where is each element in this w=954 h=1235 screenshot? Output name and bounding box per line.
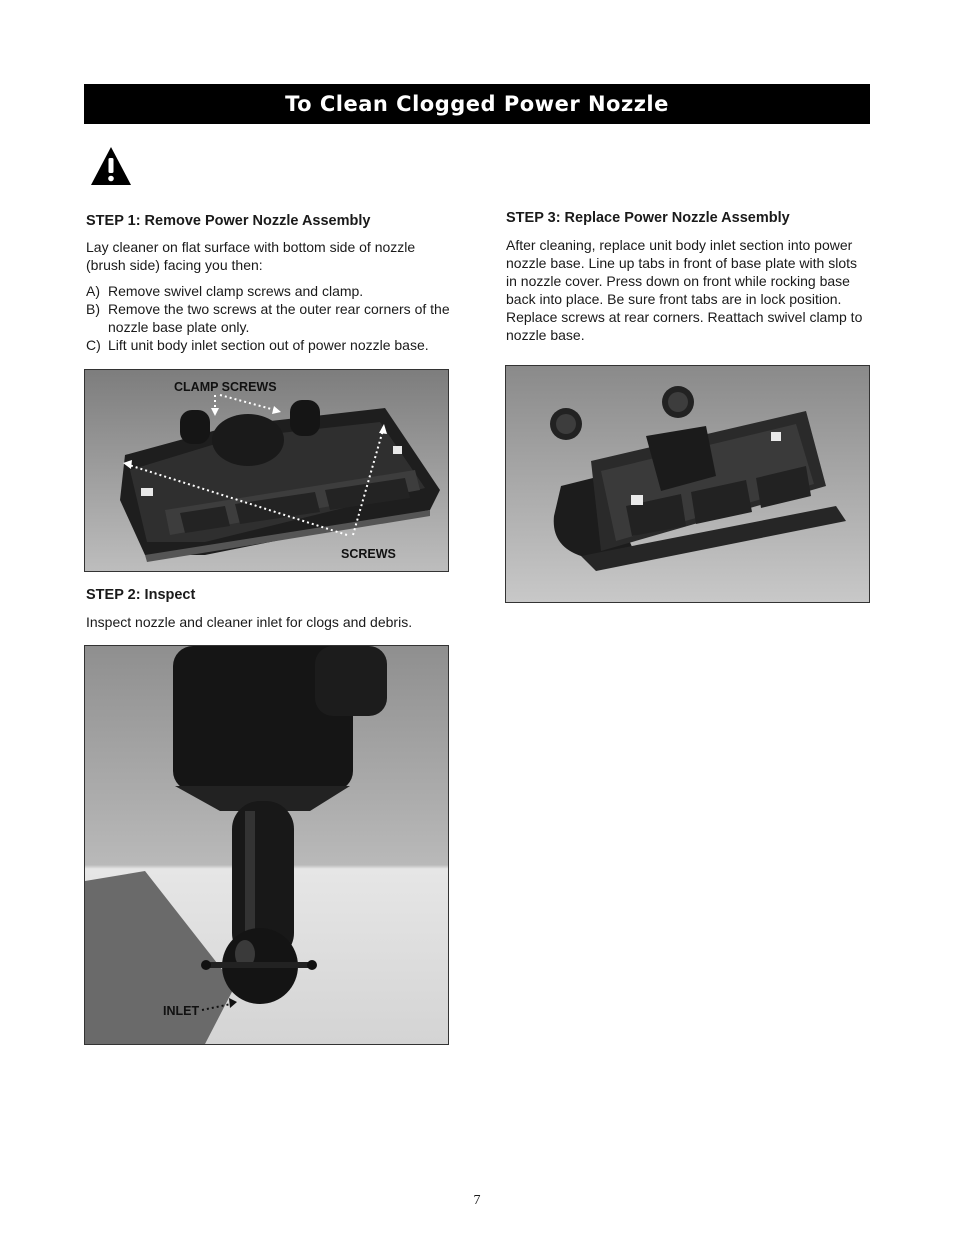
nozzle-reassembly-photo xyxy=(505,365,870,603)
cleaner-inlet-photo xyxy=(84,645,449,1045)
page-title: To Clean Clogged Power Nozzle xyxy=(285,92,669,116)
list-item-line: Lift unit body inlet section out of power nozzle base. xyxy=(108,337,429,353)
page-number: 7 xyxy=(473,1193,481,1208)
step3-line: back into place. Be sure front tabs are in lock position. xyxy=(506,291,842,307)
step3-line: nozzle base. xyxy=(506,327,585,343)
step1-intro-line: Lay cleaner on flat surface with bottom side of nozzle xyxy=(86,239,416,255)
step3-line: Replace screws at rear corners. Reattach swivel clamp to xyxy=(506,309,863,325)
list-item-key: A) xyxy=(86,283,100,299)
list-item xyxy=(86,282,456,300)
step3-line: After cleaning, replace unit body inlet section into power xyxy=(506,237,853,253)
list-item xyxy=(86,336,456,354)
step3-heading: STEP 3: Replace Power Nozzle Assembly xyxy=(506,210,790,226)
clamp-screws-label: CLAMP SCREWS xyxy=(174,380,277,394)
list-item-key: C) xyxy=(86,337,101,353)
list-item-text xyxy=(108,300,450,336)
step2-heading: STEP 2: Inspect xyxy=(86,587,196,603)
nozzle-bottom-photo xyxy=(84,369,449,572)
list-item-line: Remove swivel clamp screws and clamp. xyxy=(108,283,364,299)
list-item-text xyxy=(108,282,363,300)
screws-label: SCREWS xyxy=(341,547,396,561)
warning-triangle-icon xyxy=(90,146,132,186)
step3-line: nozzle base. Line up tabs in front of base plate with slots xyxy=(506,255,857,271)
step1-list xyxy=(86,282,456,354)
step1-intro-line: (brush side) facing you then: xyxy=(86,257,263,273)
step1-intro xyxy=(86,238,415,274)
step3-text xyxy=(506,236,862,344)
section-title-bar xyxy=(84,84,870,124)
list-item xyxy=(86,300,456,336)
list-item-text xyxy=(108,336,429,354)
step2-text: Inspect nozzle and cleaner inlet for clogs and debris. xyxy=(86,614,413,630)
step3-line: in nozzle cover. Press down on front while rocking base xyxy=(506,273,850,289)
inlet-label: INLET xyxy=(163,1004,200,1018)
list-item-line: Remove the two screws at the outer rear corners of the xyxy=(108,301,450,317)
list-item-line: nozzle base plate only. xyxy=(108,319,250,335)
step1-heading: STEP 1: Remove Power Nozzle Assembly xyxy=(86,213,371,229)
list-item-key: B) xyxy=(86,301,100,317)
